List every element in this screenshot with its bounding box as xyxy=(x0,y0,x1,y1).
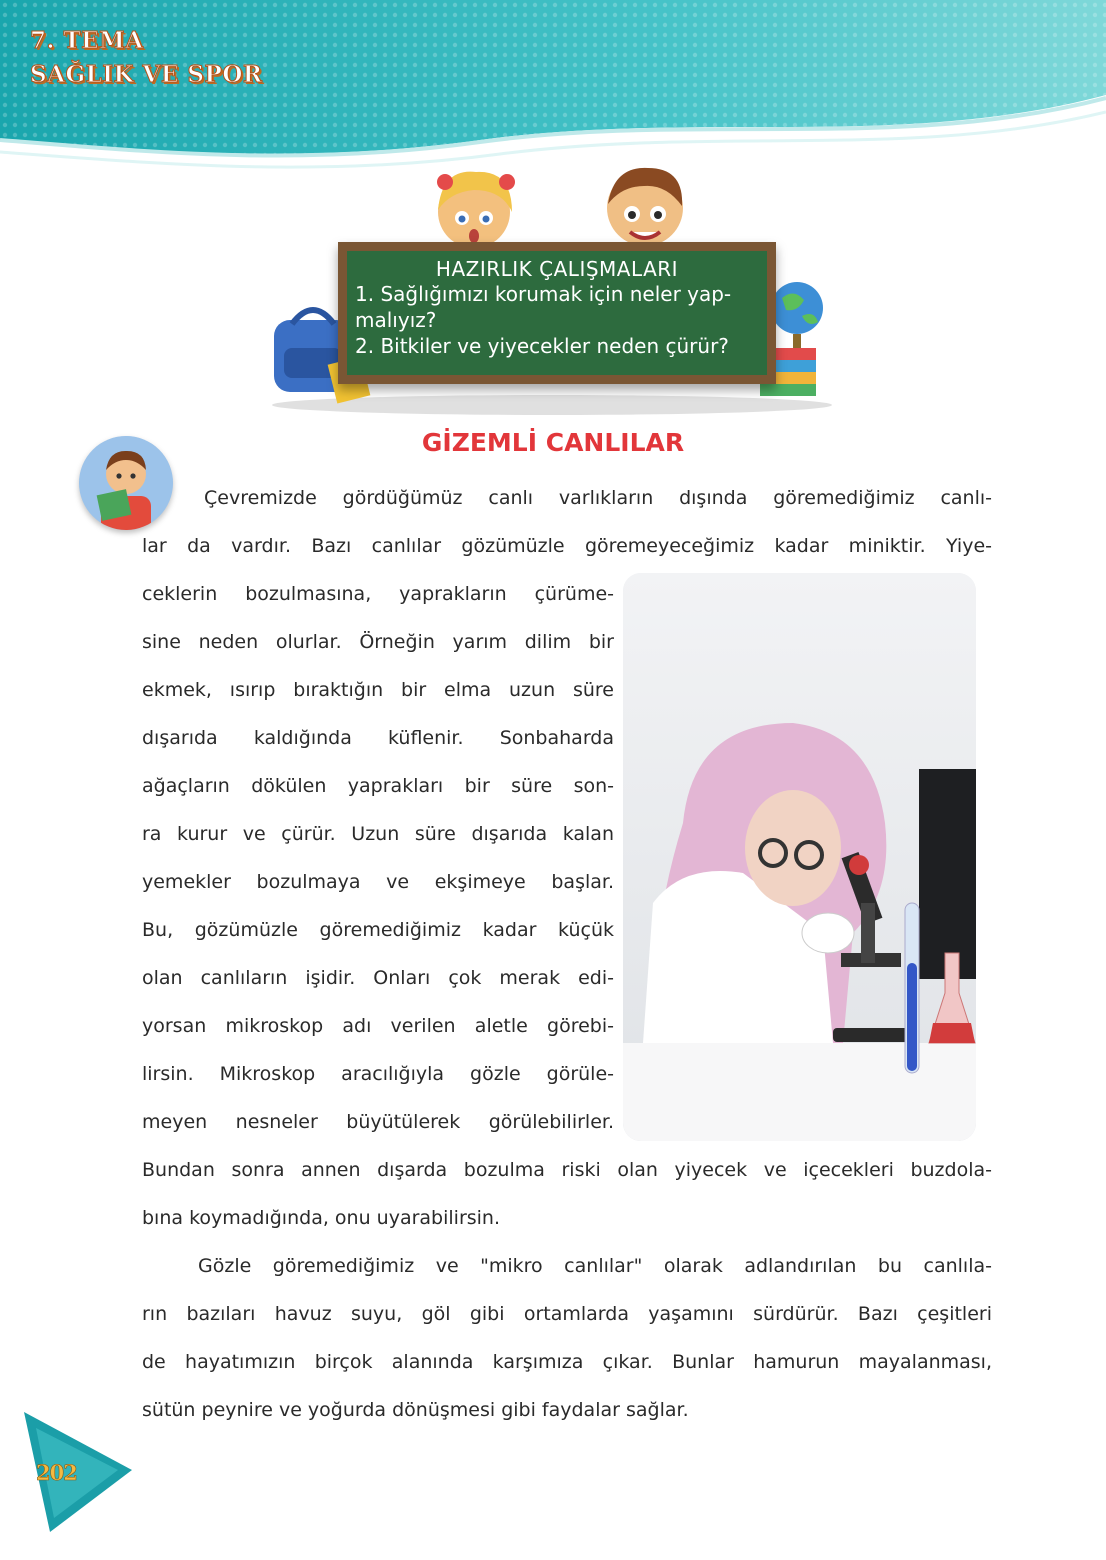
text-line: rın bazıları havuz suyu, göl gibi ortamlarda yaşamını sürdürür. Bazı çeşitleri xyxy=(142,1303,992,1325)
boy-character-icon xyxy=(607,168,683,246)
reading-boy-avatar xyxy=(79,436,173,530)
paragraph-two-first-line xyxy=(198,1242,992,1290)
text-line: meyen nesneler büyütülerek görülebilirler. xyxy=(142,1111,614,1133)
text-line: lar da vardır. Bazı canlılar gözümüzle göremeyeceğimiz kadar miniktir. Yiye- xyxy=(142,535,992,557)
text-line: de hayatımızın birçok alanında karşımıza çıkar. Bunlar hamurun mayalanması, xyxy=(142,1351,992,1373)
text-line: lirsin. Mikroskop aracılığıyla gözle görüle- xyxy=(142,1063,614,1085)
preparation-chalkboard xyxy=(338,242,776,384)
page-number-badge xyxy=(20,1408,140,1538)
girl-with-microscope-illustration xyxy=(623,573,976,1141)
column-text-block xyxy=(142,570,614,1146)
paragraph-two-block xyxy=(142,1290,992,1434)
chalkboard-line: malıyız? xyxy=(355,308,437,332)
text-line: ra kurur ve çürür. Uzun süre dışarıda kalan xyxy=(142,823,614,845)
text-line: ağaçların dökülen yaprakları bir süre son- xyxy=(142,775,614,797)
chalkboard-line: 2. Bitkiler ve yiyecekler neden çürür? xyxy=(355,334,729,358)
text-line: ceklerin bozulmasına, yaprakların çürüme- xyxy=(142,583,614,605)
text-line: sine neden olurlar. Örneğin yarım dilim bir xyxy=(142,631,614,653)
theme-header-banner xyxy=(0,0,1106,180)
text-line: yemekler bozulmaya ve ekşimeye başlar. xyxy=(142,871,614,893)
intro-first-line-block xyxy=(204,474,992,522)
girl-character-icon xyxy=(437,172,515,248)
text-line: olan canlıların işidir. Onları çok merak edi- xyxy=(142,967,614,989)
reading-boy-icon xyxy=(79,436,173,530)
text-line: yorsan mikroskop adı verilen aletle görebi- xyxy=(142,1015,614,1037)
theme-title xyxy=(30,24,262,92)
chalkboard-title: HAZIRLIK ÇALIŞMALARI xyxy=(435,257,679,281)
globe-icon xyxy=(771,282,823,348)
text-line: Çevremizde gördüğümüz canlı varlıkların dışında göremediğimiz canlı- xyxy=(204,487,992,509)
text-line: ekmek, ısırıp bıraktığın bir elma uzun süre xyxy=(142,679,614,701)
theme-name: SAĞLIK VE SPOR xyxy=(30,61,263,88)
text-line: sütün peynire ve yoğurda dönüşmesi gibi faydalar sağlar. xyxy=(142,1399,689,1421)
text-line: dışarıda kaldığında küflenir. Sonbaharda xyxy=(142,727,614,749)
section-title: GİZEMLİ CANLILAR xyxy=(421,428,685,457)
text-line: Bundan sonra annen dışarda bozulma riski olan yiyecek ve içecekleri buzdola- xyxy=(142,1159,992,1181)
page-number: 202 xyxy=(36,1460,77,1485)
continuation-text-block xyxy=(142,1146,992,1242)
chalkboard-line: 1. Sağlığımızı korumak için neler yap- xyxy=(355,282,732,306)
text-line: bına koymadığında, onu uyarabilirsin. xyxy=(142,1207,501,1229)
text-line: Bu, gözümüzle göremediğimiz kadar küçük xyxy=(142,919,614,941)
microscope-photo xyxy=(623,573,976,1141)
intro-second-line-block xyxy=(142,522,992,570)
text-line: Gözle göremediğimiz ve "mikro canlılar" olarak adlandırılan bu canlıla- xyxy=(198,1255,992,1277)
theme-number: 7. TEMA xyxy=(30,27,144,54)
